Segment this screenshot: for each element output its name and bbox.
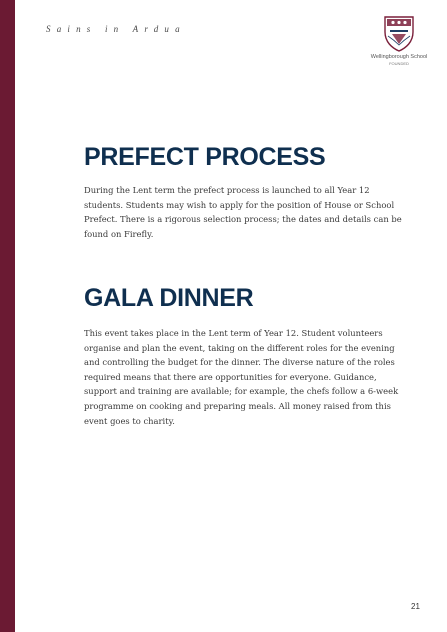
section-body-prefect-process: During the Lent term the prefect process is launched to all Year 12 students. Students may wish to apply for the position of House or School Prefect. There is a rigorous selection process; the dates and details can be found on Firefly. xyxy=(84,185,402,239)
section-body-gala-dinner: This event takes place in the Lent term of Year 12. Student volunteers organise and plan the event, taking on the different roles for the evening and controlling the budget for the dinner. The diverse nature of the roles required means that there are opportunities for everyone. Guidance, support and training are available; for example, the chefs follow a 6-week programme on cooking and preparing meals. All money raised from this event goes to charity. xyxy=(84,328,399,426)
school-name: Wellingborough School xyxy=(370,54,428,60)
school-motto: Sains in Ardua xyxy=(46,24,186,34)
sidebar-accent-bar xyxy=(0,0,15,632)
school-crest-logo xyxy=(368,14,430,66)
section-heading-gala-dinner: GALA DINNER xyxy=(84,284,254,312)
crest-icon xyxy=(382,14,416,52)
page-number: 21 xyxy=(411,602,420,611)
school-founded-label: FOUNDED xyxy=(389,61,409,66)
section-heading-prefect-process: PREFECT PROCESS xyxy=(84,143,326,171)
